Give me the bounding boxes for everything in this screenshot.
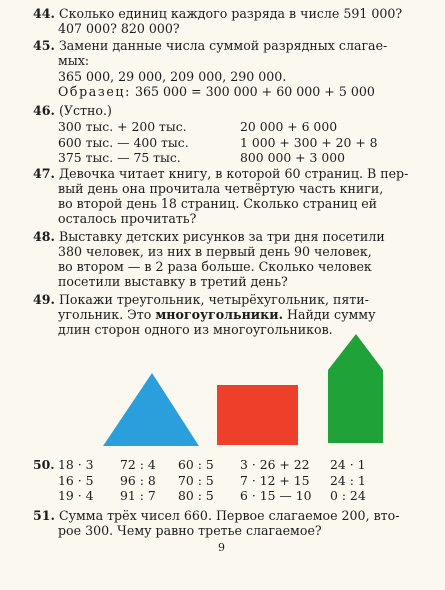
rectangle-shape bbox=[217, 385, 298, 445]
exercise-text: Выставку детских рисунков за три дня посетили bbox=[58, 229, 385, 244]
exercise-45-line3: 365 000, 29 000, 209 000, 290 000. bbox=[58, 69, 287, 84]
exercise-50-number bbox=[33, 457, 55, 473]
oral-expression: 375 тыс. — 75 тыс. bbox=[58, 150, 181, 165]
exercise-48-line2: 380 человек, из них в первый день 90 человек, bbox=[58, 244, 372, 259]
exercise-50-column-2 bbox=[120, 457, 156, 504]
calc-expression: 18 · 3 bbox=[58, 457, 94, 472]
calc-expression: 0 : 24 bbox=[330, 488, 366, 503]
oral-expression: 20 000 + 6 000 bbox=[240, 119, 338, 134]
bold-term: многоугольники. bbox=[155, 307, 283, 322]
exercise-47-line2: вый день она прочитала четвёртую часть книги, bbox=[58, 181, 384, 196]
page-number: 9 bbox=[218, 541, 225, 554]
exercise-49-line3: длин сторон одного из многоугольников. bbox=[58, 322, 333, 337]
calc-expression: 96 : 8 bbox=[120, 472, 156, 488]
exercise-number: 44. bbox=[33, 6, 55, 21]
exercise-number: 49. bbox=[33, 292, 55, 307]
exercise-text: Замени данные числа суммой разрядных слагае- bbox=[58, 38, 388, 53]
exercise-50-column-3 bbox=[178, 457, 214, 504]
triangle-shape bbox=[103, 373, 199, 446]
calc-expression: 7 · 12 + 15 bbox=[240, 472, 310, 488]
exercise-47-line3: во второй день 18 страниц. Сколько страниц ей bbox=[58, 196, 378, 211]
exercise-text: Покажи треугольник, четырёхугольник, пяти- bbox=[58, 292, 369, 307]
calc-expression: 16 · 5 bbox=[58, 472, 94, 488]
exercise-number: 51. bbox=[33, 508, 55, 523]
calc-expression: 6 · 15 — 10 bbox=[240, 488, 312, 503]
exercise-number: 47. bbox=[33, 166, 55, 181]
oral-expression: 300 тыс. + 200 тыс. bbox=[58, 119, 187, 134]
exercise-text: Девочка читает книгу, в которой 60 страниц. В пер- bbox=[58, 166, 409, 181]
calc-expression: 80 : 5 bbox=[178, 488, 214, 503]
exercise-51-line2: рое 300. Чему равно третье слагаемое? bbox=[58, 523, 322, 538]
exercise-note: (Устно.) bbox=[58, 103, 112, 118]
exercise-44-line2: 407 000? 820 000? bbox=[58, 21, 180, 36]
exercise-number: 46. bbox=[33, 103, 55, 118]
sample-value: 365 000 = 300 000 + 60 000 + 5 000 bbox=[134, 84, 375, 99]
exercise-48-line4: посетили выставку в третий день? bbox=[58, 274, 288, 289]
calc-expression: 3 · 26 + 22 bbox=[240, 457, 310, 472]
oral-expression: 1 000 + 300 + 20 + 8 bbox=[240, 134, 378, 150]
calc-expression: 70 : 5 bbox=[178, 472, 214, 488]
exercise-number: 50. bbox=[33, 457, 55, 472]
exercise-48-line3: во втором — в 2 раза больше. Сколько человек bbox=[58, 259, 372, 274]
calc-expression: 19 · 4 bbox=[58, 488, 94, 503]
exercise-50-column-1 bbox=[58, 457, 93, 504]
exercise-number: 48. bbox=[33, 229, 55, 244]
exercise-47-line4: осталось прочитать? bbox=[58, 211, 197, 226]
exercise-50-column-4 bbox=[240, 457, 312, 504]
oral-expression: 600 тыс. — 400 тыс. bbox=[58, 134, 189, 150]
calc-expression: 24 · 1 bbox=[330, 457, 366, 472]
calc-expression: 24 : 1 bbox=[330, 472, 366, 488]
calc-expression: 60 : 5 bbox=[178, 457, 214, 472]
oral-expression: 800 000 + 3 000 bbox=[240, 150, 345, 165]
exercise-text: Найди сумму bbox=[282, 307, 376, 322]
exercise-text: Сколько единиц каждого разряда в числе 591 000? bbox=[58, 6, 403, 21]
pentagon-shape bbox=[328, 334, 383, 443]
exercise-number: 45. bbox=[33, 38, 55, 53]
exercise-50-column-5 bbox=[330, 457, 366, 504]
exercise-text: угольник. Это bbox=[58, 307, 156, 322]
calc-expression: 72 : 4 bbox=[120, 457, 156, 472]
sample-label: Образец: bbox=[58, 84, 131, 99]
exercise-51-line1 bbox=[33, 508, 399, 523]
calc-expression: 91 : 7 bbox=[120, 488, 156, 503]
exercise-45-line2: мых: bbox=[58, 53, 90, 68]
exercise-text: Сумма трёх чисел 660. Первое слагаемое 200, вто- bbox=[58, 508, 400, 523]
